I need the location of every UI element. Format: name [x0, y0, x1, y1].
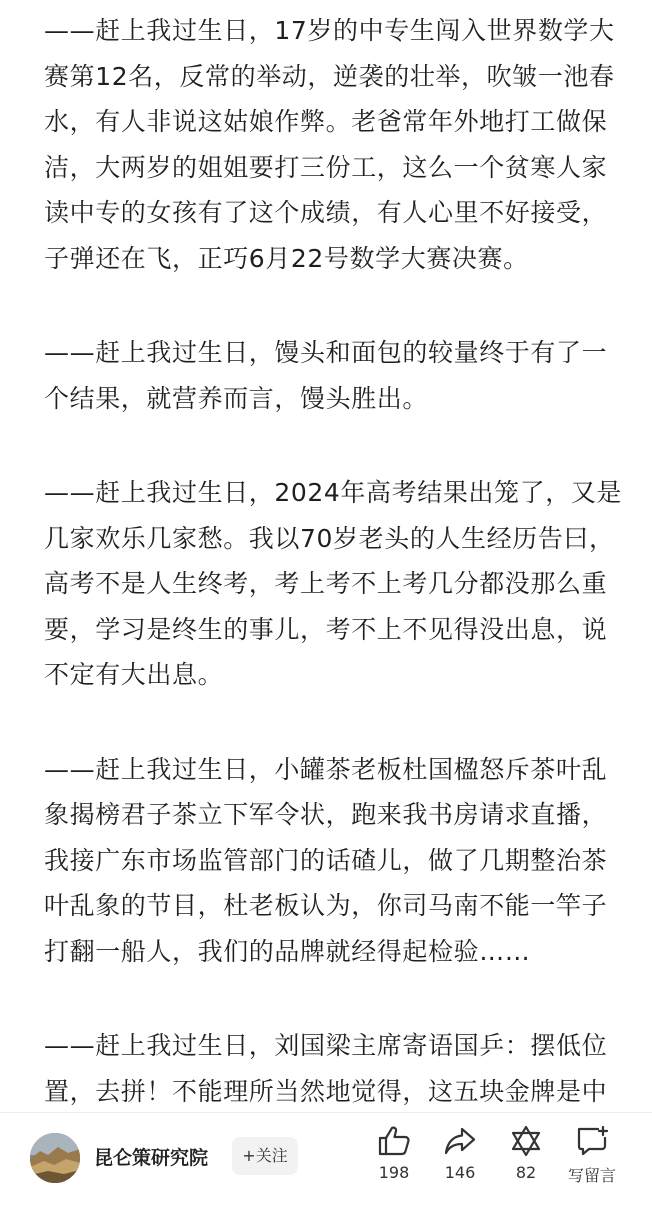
article-paragraph: ——赶上我过生日，小罐茶老板杜国楹怒斥茶叶乱象揭榜君子茶立下军令状，跑来我书房请求直播，我接广东市场监管部门的话碴儿，做了几期整治茶叶乱象的节目，杜老板认为，你司马南不能一竿子打翻一船人，我们的品牌就经得起检验……: [44, 754, 608, 966]
like-count: 198: [378, 1163, 410, 1182]
author-avatar[interactable]: [30, 1133, 80, 1183]
article-paragraph: ——赶上我过生日，2024年高考结果出笼了，又是几家欢乐几家愁。我以70岁老头的人生经历告曰，高考不是人生终考，考上考不上考几分都没那么重要，学习是终生的事儿，考不上不见得没出息，说不定有大出息。: [44, 478, 623, 689]
thumbs-up-icon: [377, 1125, 411, 1157]
landscape-icon: [30, 1133, 80, 1183]
collect-button[interactable]: [494, 1125, 558, 1197]
article-paragraph: ——赶上我过生日，馒头和面包的较量终于有了一个结果，就营养而言，馒头胜出。: [44, 338, 608, 413]
article-body: [44, 8, 624, 1209]
like-button[interactable]: [362, 1125, 426, 1197]
article-paragraph: ——赶上我过生日，17岁的中专生闯入世界数学大赛第12名，反常的举动，逆袭的壮举，吹皱一池春水，有人非说这姑娘作弊。老爸常年外地打工做保洁，大两岁的姐姐要打三份工，这么一个贫寒人家读中专的女孩有了这个成绩，有人心里不好接受，子弹还在飞，正巧6月22号数学大赛决赛。: [44, 16, 615, 273]
bottom-action-bar: [0, 1112, 652, 1201]
follow-button[interactable]: +关注: [232, 1137, 298, 1175]
star-of-david-icon: [509, 1125, 543, 1157]
share-button[interactable]: [428, 1125, 492, 1197]
share-arrow-icon: [443, 1125, 477, 1157]
collect-count: 82: [515, 1163, 537, 1182]
comment-label: 写留言: [567, 1166, 616, 1185]
share-count: 146: [444, 1163, 476, 1182]
author-name[interactable]: 昆仑策研究院: [94, 1147, 209, 1169]
comment-button[interactable]: [560, 1125, 624, 1197]
comment-plus-icon: [575, 1125, 609, 1157]
article-paragraph: ——赶上我过生日，刘国梁主席寄语国乒：摆低位置，去拼！不能理所当然地觉得，这五块金牌是中: [44, 1031, 608, 1106]
